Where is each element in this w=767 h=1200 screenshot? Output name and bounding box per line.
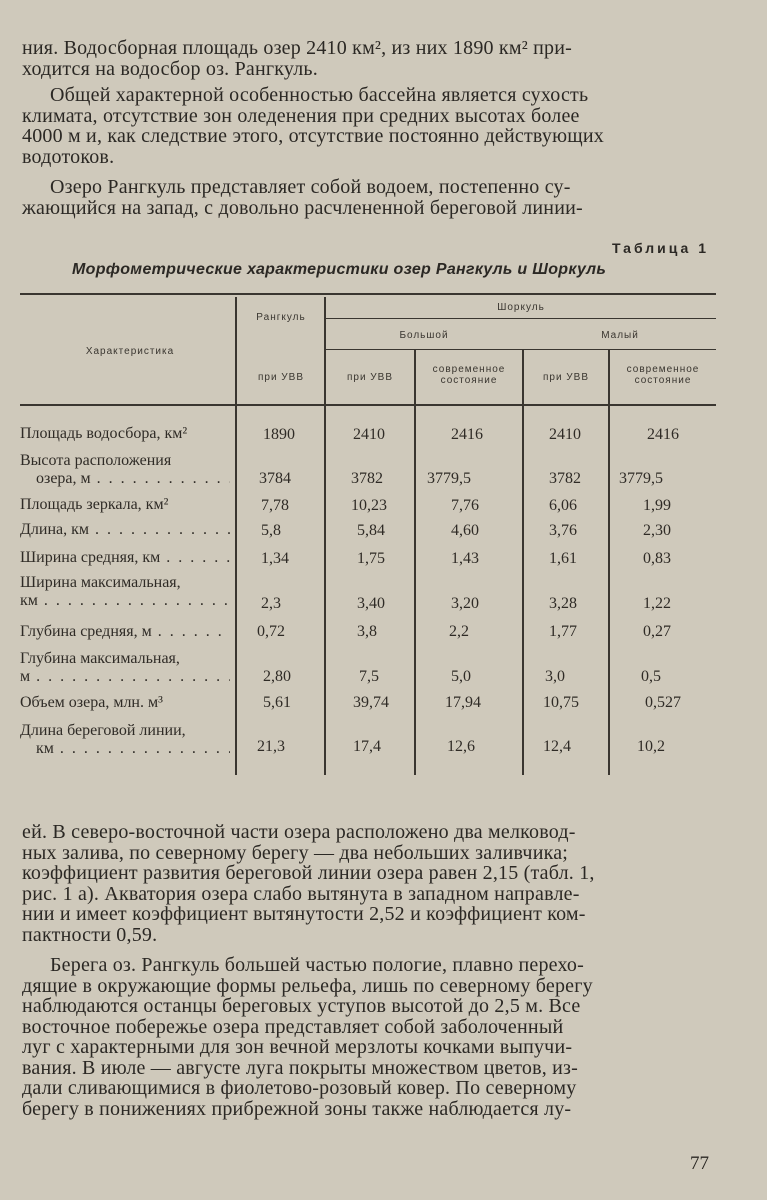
cell-big-uvv: 1,75 [357,550,385,567]
text-line: коэффициент развития береговой линии озера равен 2,15 (табл. 1, [22,862,595,884]
cell-big-uvv: 3,8 [357,623,377,640]
header-small: Малый [601,330,639,341]
text-line: луг с характерными для зон вечной мерзлоты кочками выпучи- [22,1036,573,1058]
row-label [20,722,230,758]
cell-rangkul: 2,3 [261,595,281,612]
cell-rangkul: 5,61 [263,694,291,711]
row-label-line: Глубина максимальная, [20,650,180,667]
text-line: восточное побережье озера представляет собой заболоченный [22,1015,564,1038]
row-label-line: Объем озера, млн. м³ [20,694,163,711]
cell-small-uvv: 3,28 [549,595,577,612]
cell-small-current: 0,527 [645,694,681,711]
cell-rangkul: 1890 [263,426,295,443]
text-line: дящие в окружающие формы рельефа, лишь по северному берегу [22,974,593,997]
text-line: жающийся на запад, с довольно расчлененной береговой линии- [22,196,583,219]
text-line: Озеро Рангкуль представляет собой водоем, постепенно су- [50,176,571,198]
row-label-line: Площадь зеркала, км² [20,496,169,513]
table-top-rule [20,293,716,295]
header-current-line: современное [626,364,700,375]
text-line: наблюдаются останцы береговых уступов высотой до 2,5 м. Все [22,995,581,1017]
cell-small-uvv: 1,61 [549,550,577,567]
row-label-line: Площадь водосбора, км² [20,425,188,442]
row-label-line [20,549,230,567]
shorkul-rule [326,318,716,319]
text-line: ходится на водосбор оз. Рангкуль. [22,57,318,80]
row-label [20,650,230,686]
text-line: климата, отсутствие зон оледенения при средних высотах более [22,104,580,127]
cell-small-current: 0,5 [641,668,661,685]
cell-big-current: 5,0 [451,668,471,685]
header-big: Большой [399,330,449,341]
row-label [20,521,230,539]
text-line: водотоков. [22,145,115,168]
cell-big-uvv: 2410 [353,426,385,443]
row-label-line [20,740,230,758]
cell-small-current: 3779,5 [619,470,663,487]
cell-big-uvv: 7,5 [359,668,379,685]
cell-rangkul: 0,72 [257,623,285,640]
cell-big-current: 12,6 [447,738,475,755]
cell-small-uvv: 3,0 [545,668,565,685]
row-label-line: Ширина максимальная, [20,574,181,591]
text-line: дали сливающимися в фиолетово-розовый ковер. По северному [22,1077,577,1099]
cell-big-uvv: 5,84 [357,522,385,539]
row-label [20,452,230,488]
text-line: Берега оз. Рангкуль большей частью пологие, плавно перехо- [50,954,584,976]
row-label-text: Глубина средняя, м [20,623,152,640]
cell-small-uvv: 2410 [549,426,581,443]
cell-rangkul: 1,34 [261,550,289,567]
cell-small-uvv: 12,4 [543,738,571,755]
row-label-line [20,592,230,610]
text-line: пактности 0,59. [22,923,158,946]
page-number: 77 [690,1153,709,1174]
row-label-line: Высота расположения [20,452,172,469]
header-at-uvv: при УВВ [542,372,590,383]
text-line: нии и имеет коэффициент вытянутости 2,52 и коэффициент ком- [22,903,586,925]
row-label-text: км [36,740,54,757]
table-header-rule [20,404,716,406]
cell-rangkul: 3784 [259,470,291,487]
header-current-line: современное [432,364,506,375]
row-label-text: м [20,668,31,685]
cell-small-current: 1,99 [643,497,671,514]
header-current [610,364,716,386]
paragraph-2 [22,85,715,167]
text-line: Общей характерной особенностью бассейна является сухость [50,84,589,106]
cell-small-uvv: 6,06 [549,497,577,514]
cell-big-current: 4,60 [451,522,479,539]
row-label-text: озера, м [36,470,91,487]
column-divider [608,350,610,775]
row-label-line [20,623,230,641]
cell-big-uvv: 17,4 [353,738,381,755]
cell-small-current: 2416 [647,426,679,443]
cell-rangkul: 5,8 [261,522,281,539]
header-current-line: состояние [634,375,692,386]
table-label: Таблица 1 [611,240,709,256]
cell-big-current: 17,94 [445,694,481,711]
row-label [20,694,230,712]
row-label-text: км [20,592,38,609]
cell-small-uvv: 1,77 [549,623,577,640]
cell-small-uvv: 3,76 [549,522,577,539]
row-label-text: Длина, км [20,521,90,538]
text-line: ей. В северо-восточной части озера расположено два мелковод- [22,821,576,843]
cell-big-uvv: 3782 [351,470,383,487]
cell-rangkul: 21,3 [257,738,285,755]
row-label [20,549,230,567]
subgroup-rule [326,349,716,350]
header-characteristic: Характеристика [85,346,175,357]
paragraph-5 [22,955,715,1119]
cell-big-uvv: 39,74 [353,694,389,711]
cell-big-uvv: 10,23 [351,497,387,514]
row-label [20,623,230,641]
row-label-line [20,470,230,488]
cell-big-current: 3,20 [451,595,479,612]
paragraph-1 [22,38,715,79]
cell-big-current: 2,2 [449,623,469,640]
cell-small-current: 0,27 [643,623,671,640]
row-label [20,425,230,443]
text-line: вания. В июле — августе луга покрыты множеством цветов, из- [22,1056,578,1079]
text-line: рис. 1 а). Акватория озера слабо вытянута в западном направле- [22,882,580,905]
header-shorkul: Шоркуль [497,302,545,313]
cell-small-current: 10,2 [637,738,665,755]
header-at-uvv: при УВВ [346,372,394,383]
text-line: ния. Водосборная площадь озер 2410 км², из них 1890 км² при- [22,37,572,59]
cell-rangkul: 2,80 [263,668,291,685]
header-rangkul: Рангкуль [256,312,306,323]
paragraph-4 [22,822,715,945]
header-current [416,364,522,386]
text-line: берегу в понижениях прибрежной зоны также наблюдается лу- [22,1097,572,1120]
cell-big-current: 1,43 [451,550,479,567]
cell-big-current: 7,76 [451,497,479,514]
cell-big-uvv: 3,40 [357,595,385,612]
table-title: Морфометрические характеристики озер Рангкуль и Шоркуль [72,261,607,278]
row-label-line: Длина береговой линии, [20,722,186,739]
cell-small-current: 0,83 [643,550,671,567]
cell-small-uvv: 10,75 [543,694,579,711]
cell-big-current: 3779,5 [427,470,471,487]
cell-small-uvv: 3782 [549,470,581,487]
row-label-line [20,521,230,539]
text-line: ных залива, по северному берегу — два небольших заливчика; [22,841,569,864]
cell-rangkul: 7,78 [261,497,289,514]
cell-small-current: 2,30 [643,522,671,539]
paragraph-3 [22,177,715,218]
text-line: 4000 м и, как следствие этого, отсутствие постоянно действующих [22,125,604,147]
header-at-uvv: при УВВ [257,372,305,383]
row-label [20,574,230,610]
row-label [20,496,230,514]
header-current-line: состояние [440,375,498,386]
row-label-line [20,668,230,686]
cell-small-current: 1,22 [643,595,671,612]
cell-big-current: 2416 [451,426,483,443]
row-label-text: Ширина средняя, км [20,549,161,566]
